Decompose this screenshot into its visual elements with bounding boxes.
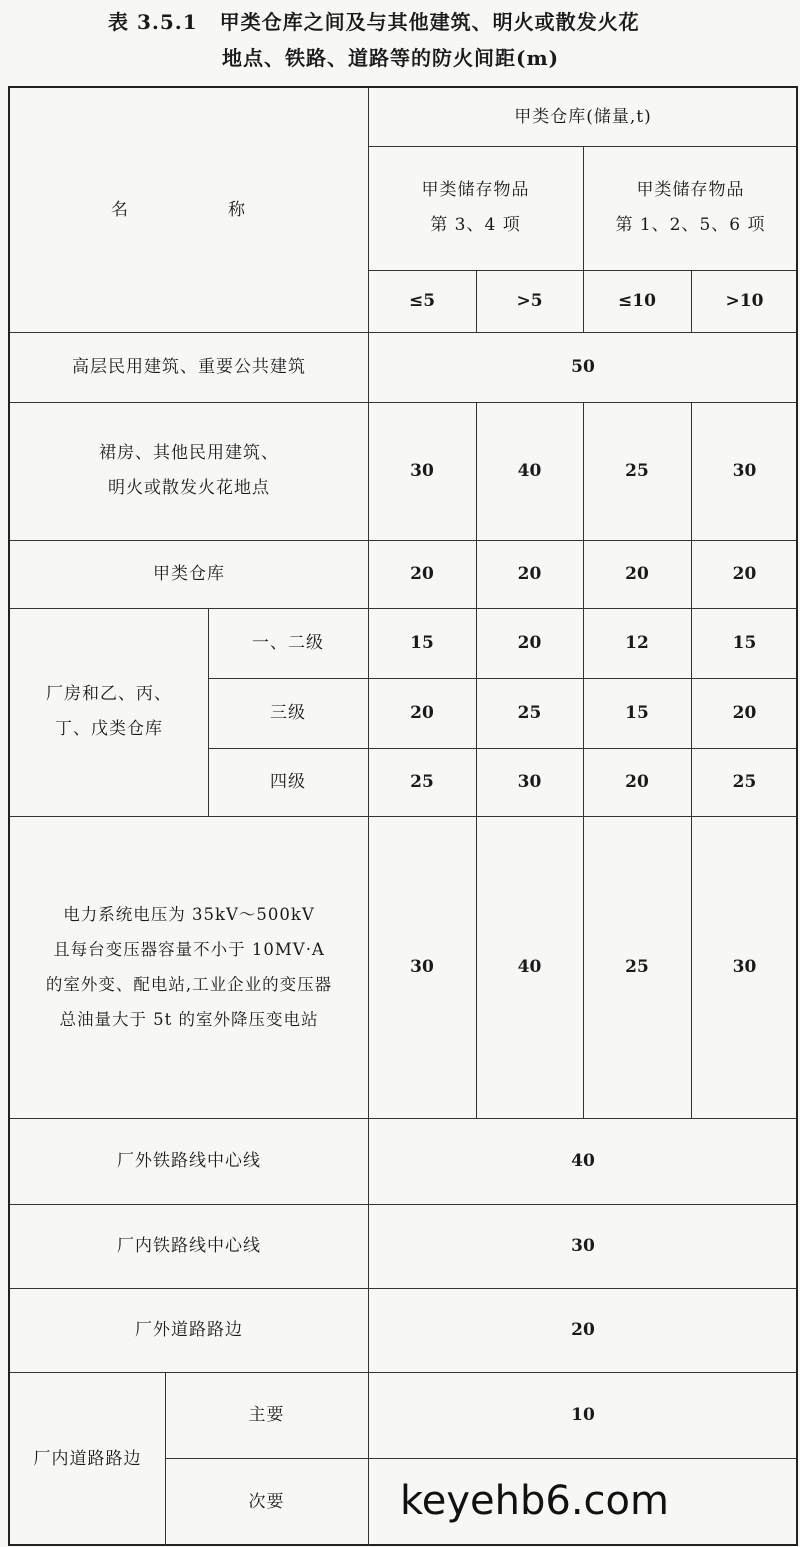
table-cell: 25 [410,771,434,792]
table-cell: 25 [625,460,649,481]
row-label-class-a-warehouse: 甲类仓库 [153,563,225,584]
row-sub-label: 主要 [248,1404,285,1425]
row-label-external-road: 厂外道路路边 [135,1319,243,1340]
row-label-substation-line2: 且每台变压器容量不小于 10MV·A [53,940,325,959]
row-label-external-railway: 厂外铁路线中心线 [117,1150,261,1171]
row-value-main-road: 10 [571,1404,595,1425]
header-name: 名 称 [111,199,267,220]
table-cell: 30 [732,460,757,481]
table-cell: 40 [517,460,542,481]
row-value-highrise: 50 [571,356,595,377]
table-cell: 30 [517,771,542,792]
header-col-2: >5 [516,290,543,311]
row-sub-label: 一、二级 [252,632,324,653]
header-subgroup-b [583,146,798,270]
table-number: 表 3.5.1 [108,10,198,34]
header-col-4: >10 [725,290,764,311]
table-cell: 25 [517,702,542,723]
row-label-substation-line3: 的室外变、配电站,工业企业的变压器 [45,975,333,994]
table-cell: 20 [732,563,757,584]
header-subgroup-a-line1: 甲类储存物品 [421,180,530,200]
table-cell: 20 [410,702,434,723]
row-label-podium-line1: 裙房、其他民用建筑、 [99,443,279,463]
row-group-factory-line1: 厂房和乙、丙、 [46,684,172,704]
row-value-external-road: 20 [571,1319,595,1340]
table-caption [0,0,800,84]
row-label-substation [10,816,368,1118]
table-cell: 30 [410,460,434,481]
table-cell: 15 [625,702,649,723]
table-cell: 12 [625,632,649,653]
row-group-factory [10,608,208,816]
caption-line-1 [108,6,640,35]
row-label-substation-line1: 电力系统电压为 35kV～500kV [63,905,315,924]
row-sub-label: 三级 [270,702,306,723]
row-label-internal-railway: 厂内铁路线中心线 [117,1235,261,1256]
table-cell: 15 [732,632,757,653]
table-cell: 30 [410,956,434,977]
table-cell: 30 [732,956,757,977]
header-col-1: ≤5 [408,290,436,311]
row-label-podium [10,402,368,540]
fire-distance-table [8,86,798,1546]
caption-line-2: 地点、铁路、道路等的防火间距(m) [222,46,560,70]
row-sub-label: 次要 [248,1491,285,1512]
watermark: keyehb6.com [400,1478,669,1524]
row-value-external-railway: 40 [571,1150,595,1171]
row-sub-label: 四级 [270,771,306,792]
table-cell: 15 [410,632,434,653]
table-cell: 25 [625,956,649,977]
table-cell: 20 [517,563,542,584]
row-value-internal-railway: 30 [571,1235,595,1256]
table-cell: 20 [517,632,542,653]
table-cell: 20 [732,702,757,723]
table-cell: 20 [625,771,649,792]
table-cell: 20 [410,563,434,584]
row-label-highrise: 高层民用建筑、重要公共建筑 [72,356,306,377]
header-subgroup-a [368,146,583,270]
header-subgroup-b-line2: 第 1、2、5、6 项 [615,215,766,235]
header-warehouse-group: 甲类仓库(储量,t) [514,106,652,127]
row-label-substation-line4: 总油量大于 5t 的室外降压变电站 [59,1010,319,1029]
row-group-factory-line2: 丁、戊类仓库 [55,719,163,739]
row-label-podium-line2: 明火或散发火花地点 [108,478,270,498]
header-subgroup-b-line1: 甲类储存物品 [636,180,745,200]
row-group-internal-road: 厂内道路路边 [33,1448,142,1469]
caption-title-1: 甲类仓库之间及与其他建筑、明火或散发火花 [219,10,640,34]
table-cell: 25 [732,771,757,792]
header-subgroup-a-line2: 第 3、4 项 [430,215,521,235]
table-cell: 20 [625,563,649,584]
header-col-3: ≤10 [618,290,656,311]
table-cell: 40 [517,956,542,977]
